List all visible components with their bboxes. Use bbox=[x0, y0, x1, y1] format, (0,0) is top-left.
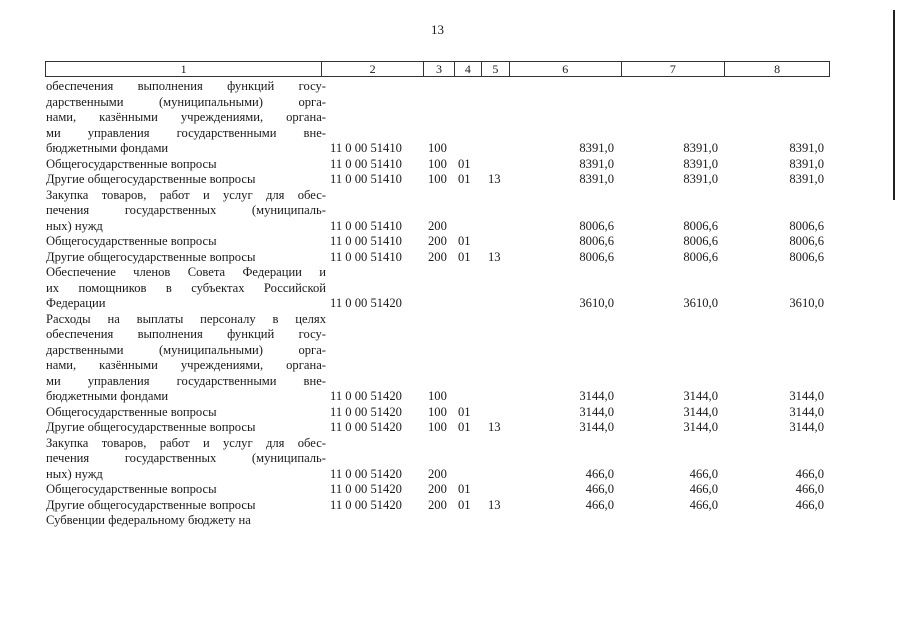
row-expense-type: 100 bbox=[428, 404, 447, 419]
description-line: Общегосударственные вопросы bbox=[46, 234, 217, 248]
header-col-3: 3 bbox=[424, 62, 455, 76]
row-value-2: 8391,0 bbox=[683, 172, 718, 186]
table-row bbox=[46, 172, 836, 188]
row-code: 11 0 00 51420 bbox=[330, 420, 402, 434]
row-code: 11 0 00 51420 bbox=[330, 404, 402, 419]
row-section: 01 bbox=[458, 404, 471, 419]
row-value-3: 466,0 bbox=[795, 482, 824, 496]
header-col-2: 2 bbox=[322, 62, 424, 76]
table-row bbox=[46, 157, 836, 173]
row-value-3: 3144,0 bbox=[789, 389, 824, 403]
row-description bbox=[46, 405, 326, 421]
row-code: 11 0 00 51410 bbox=[330, 234, 402, 248]
description-line: ми управления государственными вне- bbox=[46, 125, 326, 140]
row-value-1: 8391,0 bbox=[579, 141, 614, 155]
table-row bbox=[46, 513, 836, 529]
row-expense-type: 200 bbox=[428, 466, 447, 481]
table-row bbox=[46, 405, 836, 421]
row-value-3: 8391,0 bbox=[789, 172, 824, 186]
row-value-3: 466,0 bbox=[795, 466, 824, 481]
row-section: 01 bbox=[458, 482, 471, 496]
row-code: 11 0 00 51410 bbox=[330, 156, 402, 171]
row-expense-type: 100 bbox=[428, 420, 447, 434]
row-value-2: 3610,0 bbox=[683, 296, 718, 310]
row-value-1: 466,0 bbox=[585, 466, 614, 481]
row-value-2: 3144,0 bbox=[683, 389, 718, 403]
description-line: бюджетными фондами bbox=[46, 141, 169, 155]
header-col-1: 1 bbox=[46, 62, 322, 76]
row-code: 11 0 00 51410 bbox=[330, 141, 402, 155]
description-line: Общегосударственные вопросы bbox=[46, 482, 217, 496]
row-expense-type: 100 bbox=[428, 389, 447, 403]
row-expense-type: 100 bbox=[428, 156, 447, 171]
row-description bbox=[46, 312, 326, 405]
row-value-2: 466,0 bbox=[689, 482, 718, 496]
row-value-2: 466,0 bbox=[689, 466, 718, 481]
row-description bbox=[46, 436, 326, 483]
row-value-1: 8006,6 bbox=[579, 234, 614, 248]
description-line: печения государственных (муниципаль- bbox=[46, 451, 326, 465]
table-row bbox=[46, 79, 836, 157]
description-line: их помощников в субъектах Российской bbox=[46, 280, 326, 295]
row-value-2: 8006,6 bbox=[683, 249, 718, 264]
header-col-8: 8 bbox=[774, 62, 781, 76]
description-line: Другие общегосударственные вопросы bbox=[46, 497, 256, 512]
table-row bbox=[46, 312, 836, 405]
row-value-1: 3144,0 bbox=[579, 404, 614, 419]
row-code: 11 0 00 51410 bbox=[330, 249, 402, 264]
table-row bbox=[46, 250, 836, 266]
row-expense-type: 200 bbox=[428, 482, 447, 496]
row-value-2: 8391,0 bbox=[683, 141, 718, 155]
row-description bbox=[46, 172, 326, 188]
row-value-3: 466,0 bbox=[795, 497, 824, 512]
row-description bbox=[46, 250, 326, 266]
row-value-3: 8391,0 bbox=[789, 141, 824, 155]
row-expense-type: 100 bbox=[428, 172, 447, 186]
row-code: 11 0 00 51420 bbox=[330, 296, 402, 310]
description-line: Закупка товаров, работ и услуг для обес- bbox=[46, 435, 326, 450]
description-line: Общегосударственные вопросы bbox=[46, 404, 217, 419]
row-value-1: 8391,0 bbox=[579, 172, 614, 186]
row-description bbox=[46, 79, 326, 157]
table-row bbox=[46, 482, 836, 498]
table-header-row bbox=[45, 61, 830, 77]
row-section: 01 bbox=[458, 234, 471, 248]
row-section: 01 bbox=[458, 497, 471, 512]
row-expense-type: 200 bbox=[428, 218, 447, 233]
description-line: ных) нужд bbox=[46, 218, 103, 233]
row-description bbox=[46, 157, 326, 173]
description-line: ных) нужд bbox=[46, 466, 103, 481]
row-code: 11 0 00 51420 bbox=[330, 466, 402, 481]
description-line: нами, казёнными учреждениями, органа- bbox=[46, 358, 326, 372]
row-value-3: 8006,6 bbox=[789, 218, 824, 233]
row-section: 01 bbox=[458, 156, 471, 171]
row-code: 11 0 00 51420 bbox=[330, 389, 402, 403]
row-description bbox=[46, 498, 326, 514]
row-value-3: 3144,0 bbox=[789, 420, 824, 434]
row-value-1: 8006,6 bbox=[579, 249, 614, 264]
table-row bbox=[46, 265, 836, 312]
row-value-1: 8006,6 bbox=[579, 218, 614, 233]
row-description bbox=[46, 420, 326, 436]
row-subsection: 13 bbox=[488, 172, 501, 186]
row-subsection: 13 bbox=[488, 497, 501, 512]
row-description bbox=[46, 234, 326, 250]
description-line: бюджетными фондами bbox=[46, 389, 169, 403]
row-value-2: 3144,0 bbox=[683, 404, 718, 419]
row-description bbox=[46, 188, 326, 235]
description-line: нами, казёнными учреждениями, органа- bbox=[46, 110, 326, 124]
header-col-5: 5 bbox=[482, 62, 510, 76]
row-description bbox=[46, 265, 326, 312]
row-code: 11 0 00 51420 bbox=[330, 482, 402, 496]
row-value-2: 8006,6 bbox=[683, 218, 718, 233]
row-expense-type: 200 bbox=[428, 234, 447, 248]
table-row bbox=[46, 420, 836, 436]
description-line: дарственными (муниципальными) орга- bbox=[46, 342, 326, 357]
row-subsection: 13 bbox=[488, 249, 501, 264]
row-expense-type: 200 bbox=[428, 497, 447, 512]
description-line: Другие общегосударственные вопросы bbox=[46, 420, 256, 434]
description-line: ми управления государственными вне- bbox=[46, 373, 326, 388]
row-value-3: 3610,0 bbox=[789, 296, 824, 310]
row-description bbox=[46, 513, 326, 529]
row-section: 01 bbox=[458, 172, 471, 186]
row-value-1: 466,0 bbox=[585, 482, 614, 496]
row-code: 11 0 00 51410 bbox=[330, 172, 402, 186]
row-value-3: 8391,0 bbox=[789, 156, 824, 171]
page-number: 13 bbox=[431, 22, 444, 37]
description-line: Закупка товаров, работ и услуг для обес- bbox=[46, 187, 326, 202]
description-line: Федерации bbox=[46, 296, 106, 310]
row-value-1: 466,0 bbox=[585, 497, 614, 512]
description-line: Общегосударственные вопросы bbox=[46, 156, 217, 171]
row-value-1: 3144,0 bbox=[579, 420, 614, 434]
header-col-7: 7 bbox=[622, 62, 726, 76]
description-line: обеспечения выполнения функций госу- bbox=[46, 79, 326, 93]
row-value-2: 3144,0 bbox=[683, 420, 718, 434]
header-col-4: 4 bbox=[455, 62, 482, 76]
scan-edge-mark bbox=[893, 10, 895, 200]
row-value-1: 3610,0 bbox=[579, 296, 614, 310]
description-line: Субвенции федеральному бюджету на bbox=[46, 513, 251, 527]
table-row bbox=[46, 234, 836, 250]
table-row bbox=[46, 188, 836, 235]
table-body bbox=[46, 79, 836, 529]
row-value-3: 8006,6 bbox=[789, 234, 824, 248]
row-description bbox=[46, 482, 326, 498]
description-line: Расходы на выплаты персоналу в целях bbox=[46, 311, 326, 326]
table-row bbox=[46, 498, 836, 514]
description-line: Другие общегосударственные вопросы bbox=[46, 249, 256, 264]
row-code: 11 0 00 51420 bbox=[330, 497, 402, 512]
row-value-3: 3144,0 bbox=[789, 404, 824, 419]
row-subsection: 13 bbox=[488, 420, 501, 434]
table-row bbox=[46, 436, 836, 483]
row-section: 01 bbox=[458, 249, 471, 264]
row-section: 01 bbox=[458, 420, 471, 434]
row-value-3: 8006,6 bbox=[789, 249, 824, 264]
description-line: обеспечения выполнения функций госу- bbox=[46, 327, 326, 341]
row-code: 11 0 00 51410 bbox=[330, 218, 402, 233]
description-line: Обеспечение членов Совета Федерации и bbox=[46, 265, 326, 279]
row-value-2: 466,0 bbox=[689, 497, 718, 512]
row-value-2: 8006,6 bbox=[683, 234, 718, 248]
header-col-6: 6 bbox=[510, 62, 622, 76]
row-value-1: 8391,0 bbox=[579, 156, 614, 171]
description-line: Другие общегосударственные вопросы bbox=[46, 172, 256, 186]
row-value-2: 8391,0 bbox=[683, 156, 718, 171]
row-expense-type: 200 bbox=[428, 249, 447, 264]
row-expense-type: 100 bbox=[428, 141, 447, 155]
row-value-1: 3144,0 bbox=[579, 389, 614, 403]
description-line: дарственными (муниципальными) орга- bbox=[46, 94, 326, 109]
description-line: печения государственных (муниципаль- bbox=[46, 203, 326, 217]
